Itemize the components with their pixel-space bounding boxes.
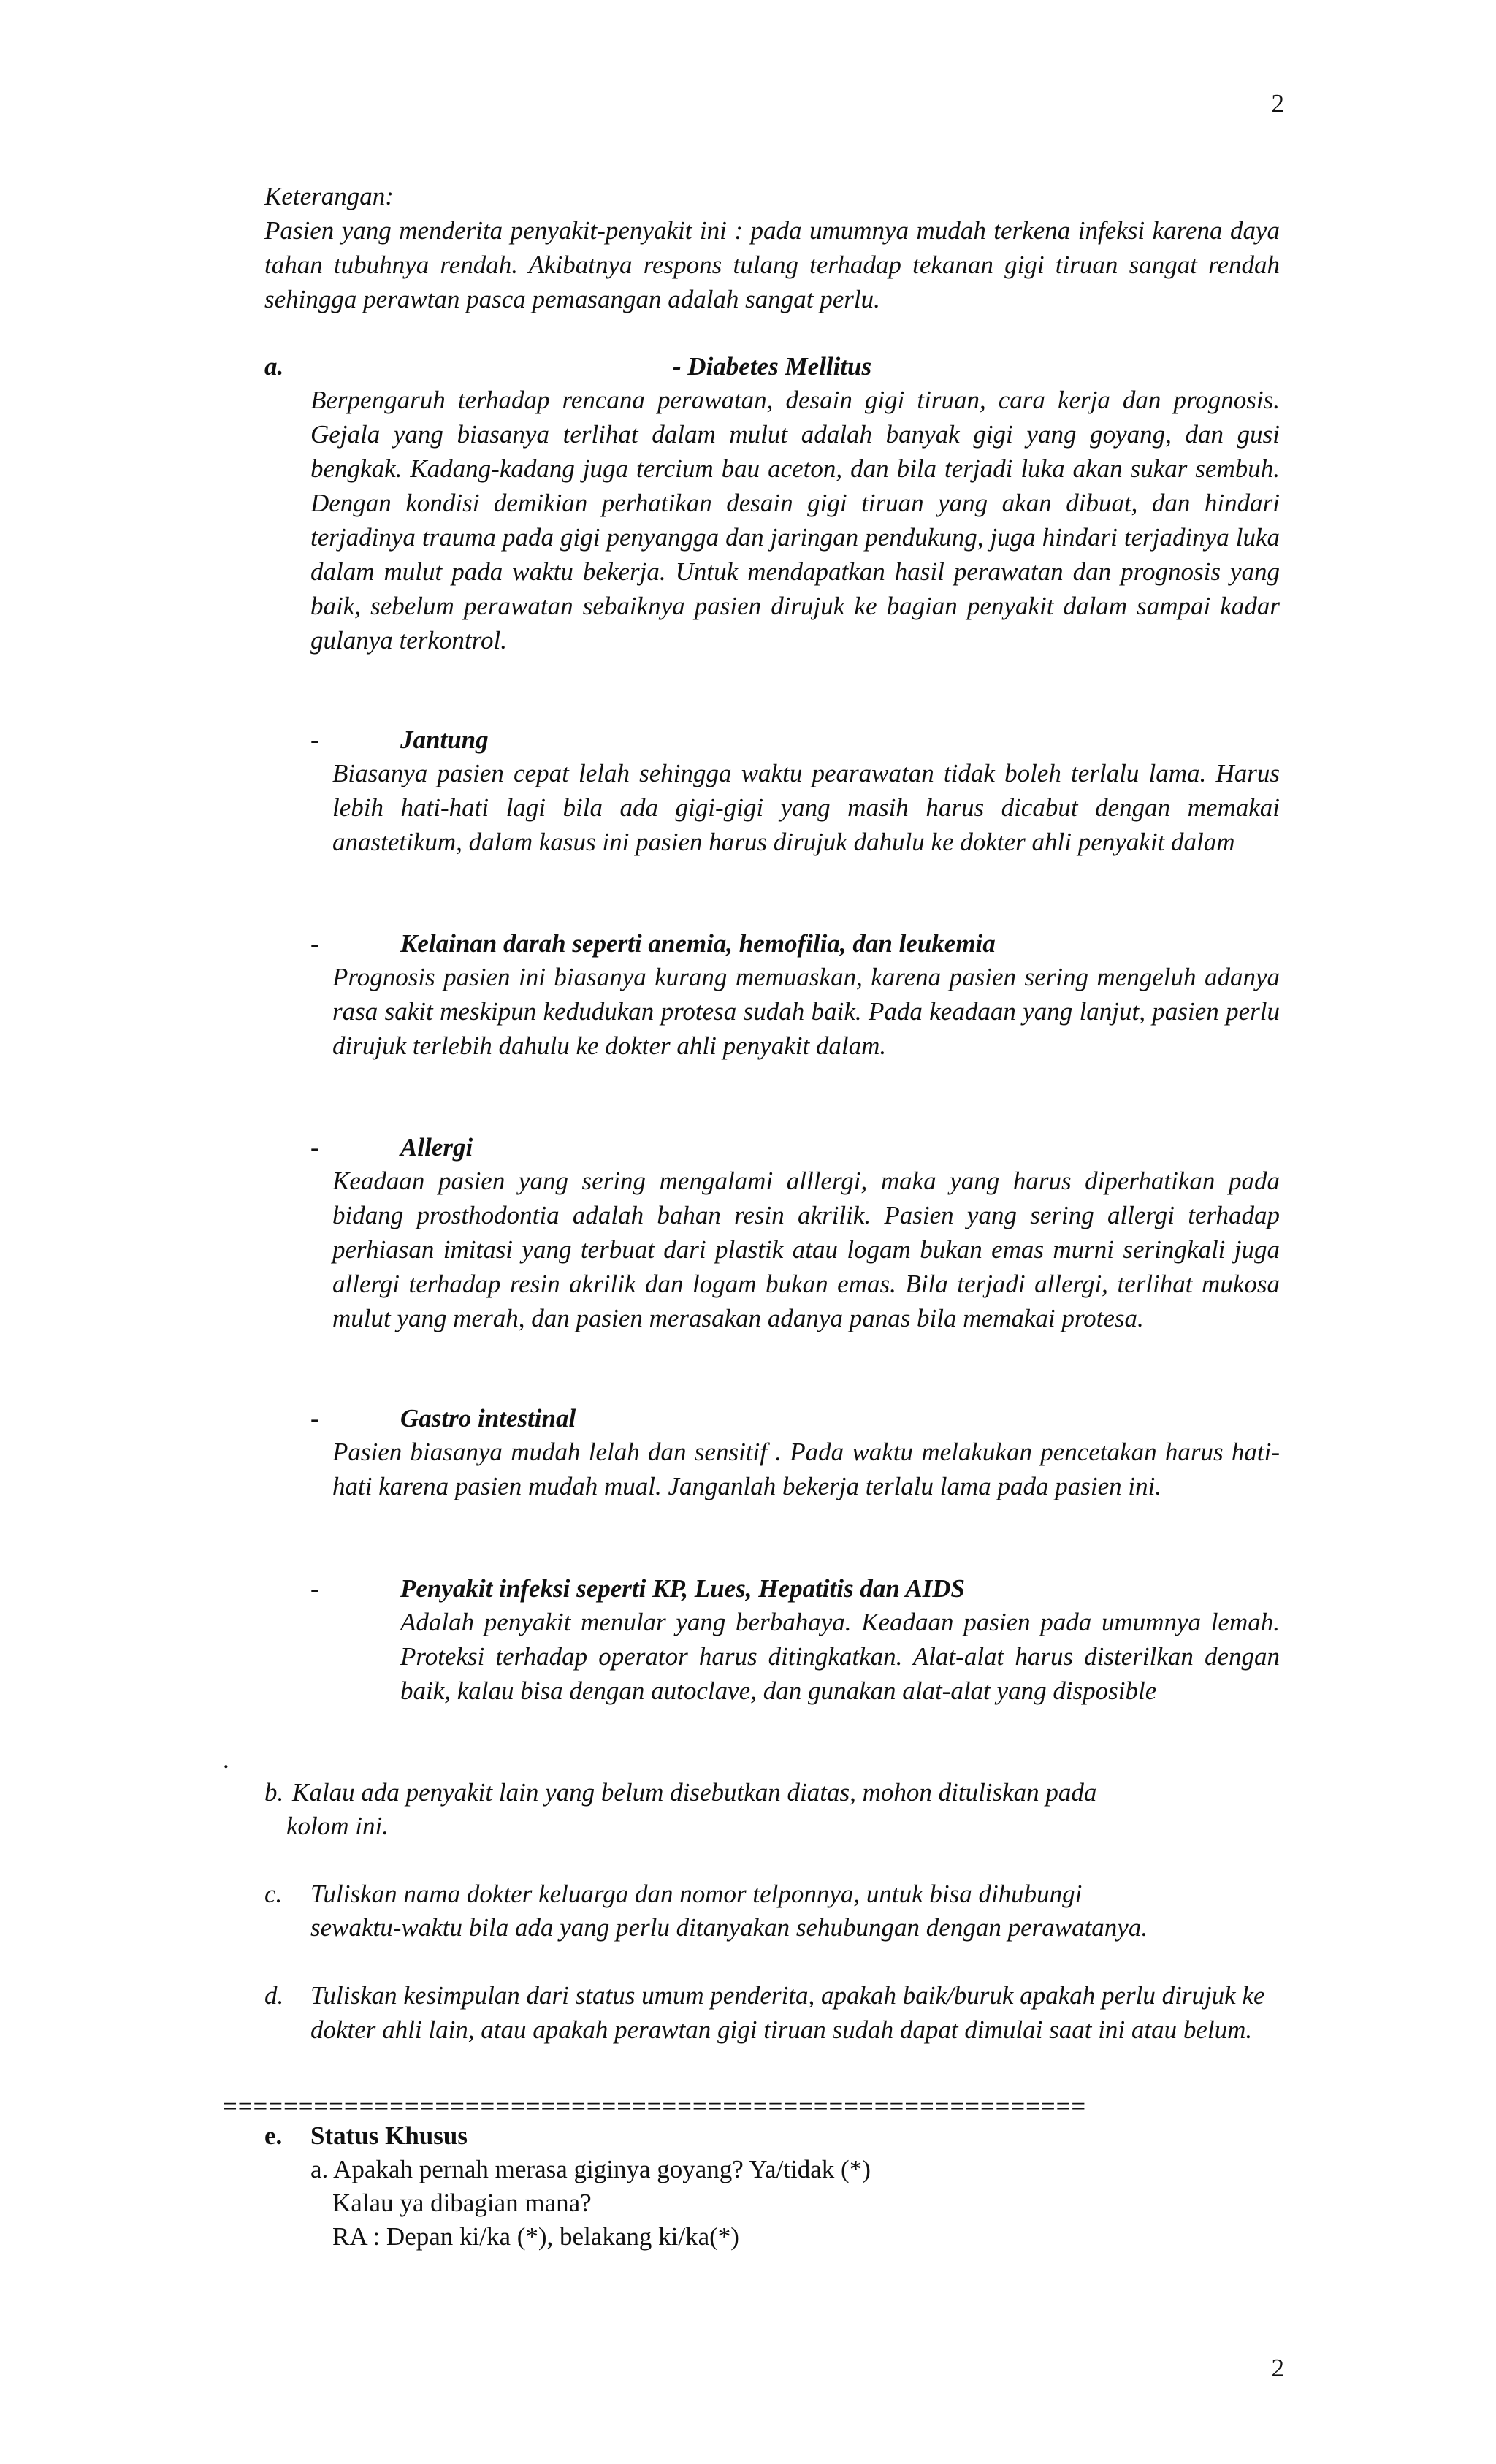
subsection-title-allergi: Allergi (400, 1133, 473, 1162)
subsection-title-gastro: Gastro intestinal (400, 1404, 576, 1433)
subsection-body-allergi: Keadaan pasien yang sering mengalami alllergi, maka yang harus diperhatikan pada bidang prosthodontia adalah bahan resin akrilik. Pasien yang sering allergi terhadap perhiasan imitasi yang terbuat dari plastik atau logam bukan emas murni seringkali juga allergi terhadap resin akrilik dan logam bukan emas. Bila terjadi allergi, terlihat mukosa mulut yang merah, dan pasien merasakan adanya panas bila memakai protesa. (332, 1167, 1280, 1332)
section-a-body: Berpengaruh terhadap rencana perawatan, desain gigi tiruan, cara kerja dan prognosis. Gejala yang biasanya terlihat dalam mulut adalah banyak gigi yang goyang, dan gusi bengkak. Kadang-kadang juga tercium bau aceton, dan bila terjadi luka akan sukar sembuh. Dengan kondisi demikian perhatikan desain gigi tiruan yang akan dibuat, dan hindari terjadinya trauma pada gigi penyangga dan jaringan pendukung, juga hindari terjadinya luka dalam mulut pada waktu bekerja. Untuk mendapatkan hasil perawatan dan prognosis yang baik, sebelum perawatan sebaiknya pasien dirujuk ke bagian penyakit dalam sampai kadar gulanya terkontrol. (310, 386, 1280, 655)
item-b-label: b. (264, 1778, 284, 1807)
subsection-dash: - (310, 1574, 319, 1603)
intro-text: Pasien yang menderita penyakit-penyakit ini : pada umumnya mudah terkena infeksi karena daya tahan tubuhnya rendah. Akibatnya respons tulang terhadap tekanan gigi tiruan sangat rendah sehingga perawtan pasca pemasangan adalah sangat perlu. (264, 216, 1280, 313)
stray-mark: . (223, 1745, 229, 1774)
item-c-text-line2: sewaktu-waktu bila ada yang perlu ditanyakan sehubungan dengan perawatanya. (310, 1913, 1148, 1942)
subsection-dash: - (310, 1133, 319, 1162)
question-followup: Kalau ya dibagian mana? (332, 2189, 592, 2217)
section-a-title: - Diabetes Mellitus (672, 352, 872, 381)
item-d-label: d. (264, 1981, 284, 2010)
subsection-body-jantung: Biasanya pasien cepat lelah sehingga waktu pearawatan tidak boleh terlalu lama. Harus lebih hati-hati lagi bila ada gigi-gigi yang masih harus dicabut dengan memakai anastetikum, dalam kasus ini pasien harus dirujuk dahulu ke dokter ahli penyakit dalam (332, 759, 1280, 856)
subsection-dash: - (310, 725, 319, 754)
divider-line: ========================================================= (223, 2092, 1087, 2121)
item-c-text-line1: Tuliskan nama dokter keluarga dan nomor telponnya, untuk bisa dihubungi (310, 1880, 1083, 1908)
page-number-top: 2 (1271, 89, 1284, 118)
subsection-body-gastro: Pasien biasanya mudah lelah dan sensitif . Pada waktu melakukan pencetakan harus hati-hati karena pasien mudah mual. Janganlah bekerja terlalu lama pada pasien ini. (332, 1438, 1280, 1500)
subsection-dash: - (310, 1404, 319, 1433)
section-e-title: Status Khusus (310, 2121, 468, 2150)
subsection-title-jantung: Jantung (400, 725, 489, 754)
item-d-text: Tuliskan kesimpulan dari status umum penderita, apakah baik/buruk apakah perlu dirujuk ke dokter ahli lain, atau apakah perawtan gigi tiruan sudah dapat dimulai saat ini atau belum. (310, 1981, 1265, 2044)
intro-note (264, 179, 1280, 316)
question-ra-line: RA : Depan ki/ka (*), belakang ki/ka(*) (332, 2222, 739, 2251)
item-c-label: c. (264, 1880, 283, 1908)
subsection-body-penyakit-infeksi: Adalah penyakit menular yang berbahaya. Keadaan pasien pada umumnya lemah. Proteksi terhadap operator harus ditingkatkan. Alat-alat harus disterilkan dengan baik, kalau bisa dengan autoclave, dan gunakan alat-alat yang disposible (400, 1608, 1280, 1705)
section-e-label: e. (264, 2121, 283, 2150)
item-b-text-line2: kolom ini. (286, 1812, 389, 1840)
intro-label: Keterangan: (264, 182, 394, 210)
subsection-title-kelainan-darah: Kelainan darah seperti anemia, hemofilia, dan leukemia (400, 929, 996, 958)
subsection-title-penyakit-infeksi: Penyakit infeksi seperti KP, Lues, Hepatitis dan AIDS (400, 1574, 965, 1603)
subsection-body-kelainan-darah: Prognosis pasien ini biasanya kurang memuaskan, karena pasien sering mengeluh adanya rasa sakit meskipun kedudukan protesa sudah baik. Pada keadaan yang lanjut, pasien perlu dirujuk terlebih dahulu ke dokter ahli penyakit dalam. (332, 963, 1280, 1060)
subsection-dash: - (310, 929, 319, 958)
section-a-marker: a. (264, 352, 284, 381)
page-number-bottom: 2 (1271, 2354, 1284, 2382)
question-gigi-goyang: a. Apakah pernah merasa giginya goyang? Ya/tidak (*) (310, 2155, 871, 2183)
item-b-text-line1: Kalau ada penyakit lain yang belum disebutkan diatas, mohon dituliskan pada (292, 1778, 1097, 1807)
